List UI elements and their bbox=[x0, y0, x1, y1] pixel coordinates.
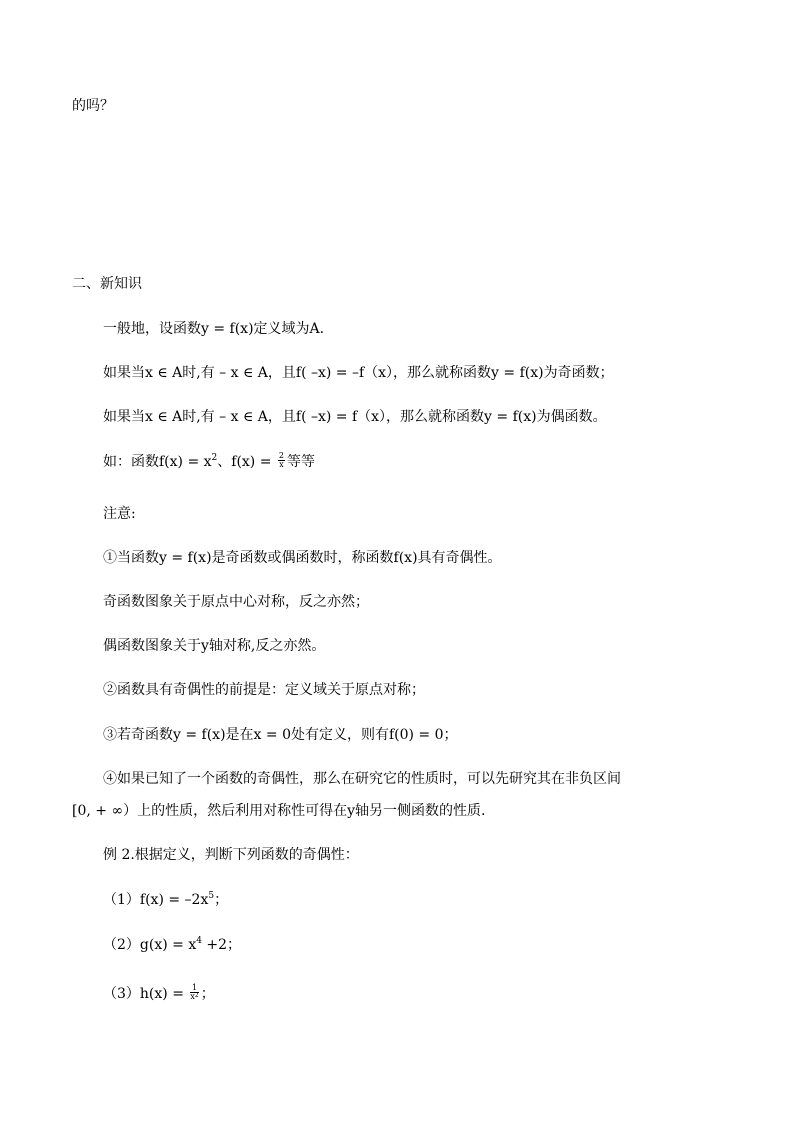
note-1-even: 偶函数图象关于y轴对称,反之亦然。 bbox=[103, 638, 326, 654]
definition-intro: 一般地，设函数y = f(x)定义域为A. bbox=[103, 321, 325, 337]
exercise-item-3 bbox=[103, 982, 215, 1003]
example-exponent: 2 bbox=[211, 453, 218, 463]
q2-exponent: 4 bbox=[196, 936, 202, 946]
q3-expression: （3）h(x) = bbox=[103, 986, 189, 1002]
example-functions bbox=[103, 450, 315, 471]
note-4-line-2: [0, + ∞）上的性质，然后利用对称性可得在y轴另一侧函数的性质. bbox=[72, 803, 486, 819]
q3-denominator bbox=[190, 993, 198, 1001]
exercise-item-1 bbox=[103, 891, 228, 909]
note-3: ③若奇函数y = f(x)是在x = 0处有定义，则有f(0) = 0； bbox=[103, 727, 458, 743]
section-title: 二、新知识 bbox=[72, 276, 142, 292]
example-prefix: 如：函数f(x) = x bbox=[103, 454, 212, 470]
note-2: ②函数具有奇偶性的前提是：定义域关于原点对称； bbox=[103, 682, 425, 698]
example-fraction-numerator: 2 bbox=[278, 450, 284, 460]
q3-denominator-base: x bbox=[190, 991, 195, 1001]
exercise-item-2 bbox=[103, 936, 241, 954]
even-function-definition: 如果当x ∈ A时,有 – x ∈ A，且f( –x) = f（x），那么就称函数y = f(x)为偶函数。 bbox=[103, 409, 607, 425]
q1-suffix: ； bbox=[214, 892, 229, 908]
example-mid: 、f(x) = bbox=[217, 454, 276, 470]
note-4-line-1: ④如果已知了一个函数的奇偶性，那么在研究它的性质时，可以先研究其在非负区间 bbox=[103, 771, 621, 787]
note-1: ①当函数y = f(x)是奇函数或偶函数时，称函数f(x)具有奇偶性。 bbox=[103, 550, 502, 566]
exercise-title: 例 2.根据定义，判断下列函数的奇偶性： bbox=[103, 847, 359, 863]
note-1-odd: 奇函数图象关于原点中心对称，反之亦然； bbox=[103, 594, 369, 610]
q3-fraction bbox=[190, 984, 198, 1001]
q3-numerator: 1 bbox=[192, 982, 198, 992]
example-fraction-denominator: x bbox=[279, 459, 284, 469]
continued-text: 的吗？ bbox=[72, 98, 114, 114]
example-fraction bbox=[278, 452, 285, 469]
notes-heading: 注意: bbox=[103, 506, 136, 522]
q3-suffix: ； bbox=[200, 986, 215, 1002]
q2-expression: （2）g(x) = x bbox=[103, 937, 197, 953]
example-suffix: 等等 bbox=[287, 454, 315, 470]
q1-expression: （1）f(x) = –2x bbox=[103, 892, 209, 908]
odd-function-definition: 如果当x ∈ A时,有 – x ∈ A，且f( –x) = –f（x），那么就称函数y = f(x)为奇函数； bbox=[103, 365, 614, 381]
q2-suffix: +2； bbox=[201, 937, 242, 953]
q1-exponent: 5 bbox=[208, 891, 215, 901]
q3-denominator-exponent: 2 bbox=[194, 991, 199, 999]
